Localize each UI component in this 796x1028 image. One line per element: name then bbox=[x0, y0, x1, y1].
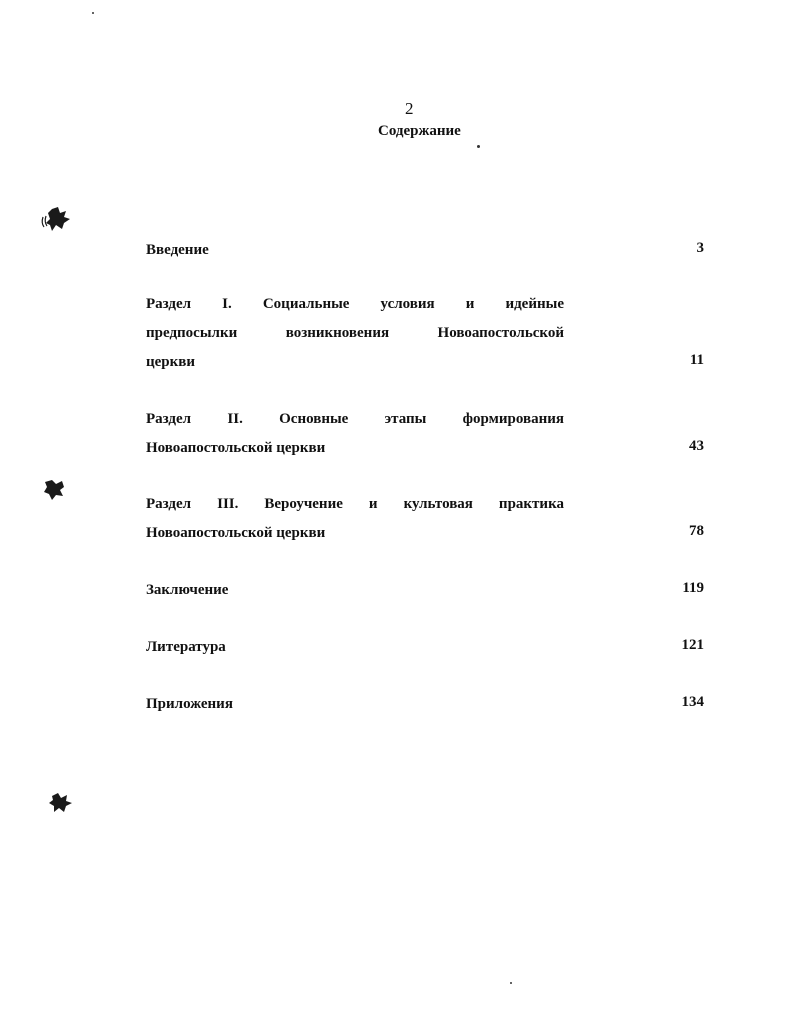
ink-blot-icon bbox=[40, 205, 74, 233]
toc-entry-title-line: Раздел I. Социальные условия и идейные bbox=[146, 296, 564, 312]
toc-entry-title-line: Новоапостольской церкви bbox=[146, 440, 326, 456]
toc-entry-title: Приложения bbox=[146, 696, 233, 712]
page-number: 2 bbox=[405, 99, 414, 118]
toc-entry-page: 119 bbox=[682, 580, 704, 596]
speck bbox=[92, 12, 94, 14]
page-title: Содержание bbox=[378, 123, 461, 139]
toc-entry-title: Введение bbox=[146, 242, 209, 258]
toc-entry-page: 11 bbox=[689, 352, 704, 368]
toc-entry-page: 121 bbox=[681, 637, 704, 653]
toc-entry-title-line: Новоапостольской церкви bbox=[146, 525, 326, 541]
ink-blot-icon bbox=[46, 790, 76, 816]
toc-entry-title-line: Раздел II. Основные этапы формирования bbox=[146, 411, 564, 427]
speck bbox=[477, 145, 480, 148]
toc-entry-page: 134 bbox=[681, 694, 704, 710]
toc-entry-title: Литература bbox=[146, 639, 226, 655]
toc-entry-title-line: Раздел III. Вероучение и культовая практика bbox=[146, 496, 564, 512]
toc-entry-page: 3 bbox=[696, 240, 704, 256]
toc-entry-title-line: предпосылки возникновения Новоапостольской bbox=[146, 325, 564, 341]
toc-entry-page: 43 bbox=[689, 438, 704, 454]
speck bbox=[510, 982, 512, 984]
toc-entry-page: 78 bbox=[689, 523, 704, 539]
toc-entry-title-line: церкви bbox=[146, 354, 196, 370]
ink-blot-icon bbox=[42, 478, 68, 502]
toc-entry-title: Заключение bbox=[146, 582, 229, 598]
